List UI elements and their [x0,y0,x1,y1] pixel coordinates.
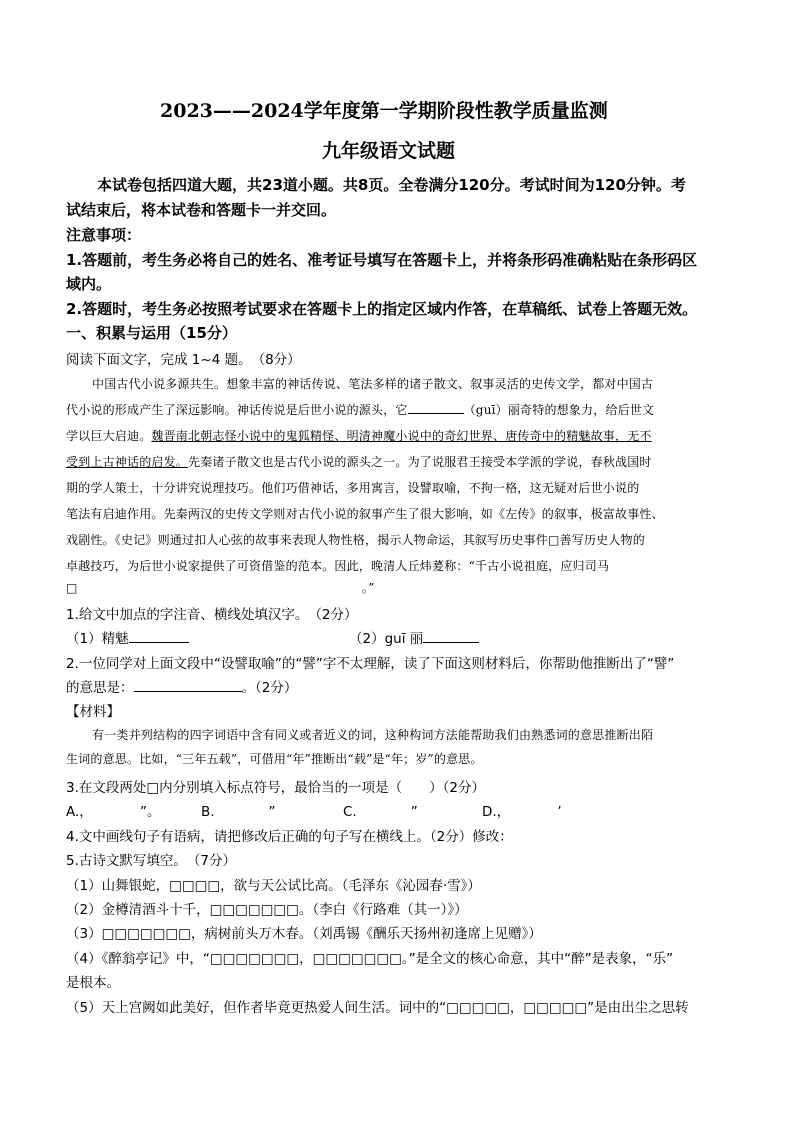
question-1-stem: 1.给文中加点的字注音、横线处填汉字。 （2分） [66,607,358,623]
passage-line-5: 期的学人策士，十分讲究说理技巧。他们巧借神话，多用寓言，设譬取喻，不拘一格，这无疑对后世小说的 [66,481,640,495]
material-line-2: 生词的意思。比如，“三年五载”，可借用“年”推断出“载”是“年；岁”的意思。 [66,752,483,766]
answer-blank-1b[interactable] [423,630,479,643]
note-1-line-2: 域内。 [66,275,112,293]
reading-prompt: 阅读下面文字，完成 1~4 题。 （8分） [66,352,301,368]
question-2-line-2 [66,676,297,696]
recitation-1: （1）山舞银蛇，□□□□，欲与天公试比高。（毛泽东《沁园春·雪》） [66,878,481,894]
passage-line-8: 卓越技巧，为后世小说家提供了可资借鉴的范本。因此，晚清人丘炜萲称：“千古小说祖庭，应归司马 [66,559,610,573]
question-1-b [349,627,479,647]
underlined-sentence-part-2: 受到上古神话的启发。 [66,455,189,469]
section-1-heading: 一、积累与运用（15分） [66,324,237,342]
question-1-a [66,627,189,647]
passage-line-3-a: 学以巨大启迪。 [66,429,152,443]
note-2: 2.答题时，考生务必按照考试要求在答题卡上的指定区域内作答，在草稿纸、试卷上答题无效。 [66,300,698,318]
recitation-4-line-1: （4）《醉翁亭记》中，“□□□□□□□，□□□□□□□。”是全文的核心命意，其中“醉”是表象，“乐” [66,951,674,967]
option-d[interactable]: D.， ’ [482,804,562,820]
passage-line-9-box: □ [66,581,78,595]
option-b[interactable]: B. ” [201,804,276,820]
option-a[interactable]: A.， ”。 [66,804,161,820]
question-2-prefix: 的意思是： [66,680,134,696]
question-1-a-label: （1）精魅 [66,631,129,647]
passage-line-2 [66,401,654,418]
answer-blank-2[interactable] [134,679,242,692]
passage-line-3 [66,427,652,444]
intro-line-1: 本试卷包括四道大题，共23道小题。共8页。全卷满分120分。考试时间为120分钟。考 [97,176,686,194]
exam-title: 2023——2024学年度第一学期阶段性教学质量监测 [160,100,608,122]
material-label: 【材料】 [66,704,120,720]
note-1-line-1: 1.答题前，考生务必将自己的姓名、准考证号填写在答题卡上，并将条形码准确粘贴在条形码区 [66,251,698,269]
material-line-1: 有一类并列结构的四字词语中含有同义或者近义的词，这种构词方法能帮助我们由熟悉词的意思推断出陌 [92,728,654,742]
exam-subtitle: 九年级语文试题 [322,140,456,162]
passage-line-4-b: 先秦诸子散文也是古代小说的源头之一。为了说服君王接受本学派的学说，春秋战国时 [188,455,652,469]
passage-line-1: 中国古代小说多源共生。想象丰富的神话传说、笔法多样的诸子散文、叙事灵活的史传文学，都对中国古 [92,377,654,391]
notes-heading: 注意事项： [66,226,142,244]
question-1-b-label: （2）guī 丽 [349,631,424,647]
passage-line-6: 笔法有启迪作用。先秦两汉的史传文学则对古代小说的叙事产生了很大影响，如《左传》的叙事，极富故事性、 [66,507,664,521]
question-4-stem: 4.文中画线句子有语病，请把修改后正确的句子写在横线上。（2分）修改： [66,829,513,845]
recitation-2: （2）金樽清酒斗十千，□□□□□□□。（李白《行路难（其一）》） [66,902,468,918]
question-5-stem: 5.古诗文默写填空。 （7分） [66,853,236,869]
guili-blank [408,401,464,414]
question-2-suffix: 。（2分） [241,680,298,696]
answer-blank-1a[interactable] [129,630,189,643]
recitation-3: （3）□□□□□□□，病树前头万木春。（刘禹锡《酬乐天扬州初逢席上见赠》） [66,926,542,942]
recitation-5: （5）天上宫阙如此美好，但作者毕竟更热爱人间生活。词中的“□□□□□，□□□□□”是由出尘之思转 [66,1000,689,1016]
passage-line-2-a: 代小说的形成产生了深远影响。神话传说是后世小说的源头，它 [66,403,408,417]
recitation-4-line-2: 是根本。 [66,975,120,991]
question-3-stem: 3.在文段两处□内分别填入标点符号，最恰当的一项是（ ）（2分） [66,780,485,796]
passage-line-9-end: 。” [362,581,375,595]
question-2-line-1: 2.一位同学对上面文段中“设譬取喻”的“譬”字不太理解，读了下面这则材料后，你帮助他推断出了“譬” [66,656,675,672]
underlined-sentence-part-1: 魏晋南北朝志怪小说中的鬼狐精怪、明清神魔小说中的奇幻世界、唐传奇中的精魅故事，无不 [151,429,652,443]
passage-line-4 [66,453,652,470]
passage-line-2-b: （guī）丽奇特的想象力，给后世文 [463,403,655,417]
passage-line-7: 戏剧性。《史记》则通过扣人心弦的故事来表现人物性格，揭示人物命运，其叙写历史事件□善写历史人物的 [66,533,645,547]
intro-line-2: 试结束后，将本试卷和答题卡一并交回。 [66,201,337,219]
option-c[interactable]: C. ” [343,804,418,820]
